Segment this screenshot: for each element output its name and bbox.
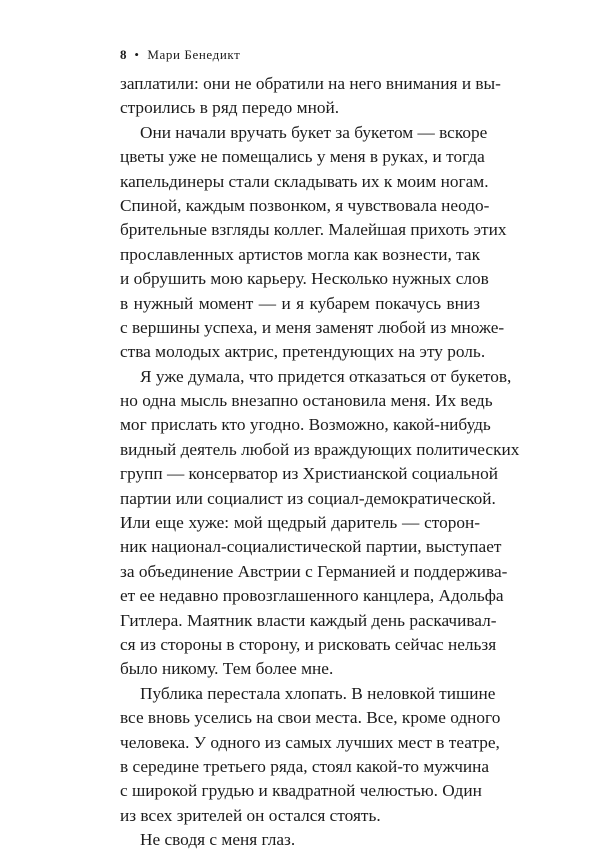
text-line: Они начали вручать букет за букетом — вскоре xyxy=(140,122,488,142)
page-number: 8 xyxy=(120,47,127,62)
text-line: Не сводя с меня глаз. xyxy=(140,830,296,850)
text-line: ся из стороны в сторону, и рисковать сейчас нельзя xyxy=(120,634,497,654)
text-line: капельдинеры стали складывать их к моим ногам. xyxy=(120,171,489,191)
author-name: Мари Бенедикт xyxy=(147,47,241,62)
text-line: в середине третьего ряда, стоял какой-то мужчина xyxy=(120,756,490,776)
text-line: Гитлера. Маятник власти каждый день раскачивал- xyxy=(120,610,497,630)
text-line: групп — консерватор из Христианской социальной xyxy=(120,464,499,484)
text-line: с вершины успеха, и меня заменят любой из множе- xyxy=(120,317,505,337)
text-line: Или еще хуже: мой щедрый даритель — сторон- xyxy=(120,513,480,533)
text-line: Публика перестала хлопать. В неловкой тишине xyxy=(140,683,496,703)
text-line: видный деятель любой из враждующих политических xyxy=(120,439,520,459)
text-line: цветы уже не помещались у меня в руках, и тогда xyxy=(120,147,485,167)
text-line: заплатили: они не обратили на него внимания и вы- xyxy=(120,74,501,93)
text-line: партии или социалист из социал-демократической. xyxy=(120,488,496,508)
text-line: прославленных артистов могла как вознести, так xyxy=(120,244,480,264)
text-line: но одна мысль внезапно остановила меня. Их ведь xyxy=(120,391,493,411)
running-head xyxy=(120,47,240,63)
text-line: из всех зрителей он остался стоять. xyxy=(120,805,381,825)
body-text xyxy=(120,72,520,853)
text-line: было никому. Тем более мне. xyxy=(120,659,334,679)
text-line: все вновь уселись на свои места. Все, кроме одного xyxy=(120,708,501,728)
text-line: ник национал-социалистической партии, выступает xyxy=(120,537,502,557)
text-line: за объединение Австрии с Германией и поддержива- xyxy=(120,561,508,581)
text-line: мог прислать кто угодно. Возможно, какой-нибудь xyxy=(120,415,491,435)
text-line: брительные взгляды коллег. Малейшая прихоть этих xyxy=(120,220,507,240)
text-line: ства молодых актрис, претендующих на эту роль. xyxy=(120,342,486,362)
text-line: Я уже думала, что придется отказаться от букетов, xyxy=(140,366,512,386)
text-line: человека. У одного из самых лучших мест в театре, xyxy=(120,732,500,752)
text-line: Спиной, каждым позвонком, я чувствовала неодо- xyxy=(120,195,490,215)
text-line: строились в ряд передо мной. xyxy=(120,98,340,118)
text-line: с широкой грудью и квадратной челюстью. Один xyxy=(120,781,482,801)
header-separator: • xyxy=(134,47,140,62)
text-line: ет ее недавно провозглашенного канцлера, Адольфа xyxy=(120,586,504,606)
text-line: в нужный момент — и я кубарем покачусь вниз xyxy=(120,293,480,313)
text-line: и обрушить мою карьеру. Несколько нужных слов xyxy=(120,269,489,289)
